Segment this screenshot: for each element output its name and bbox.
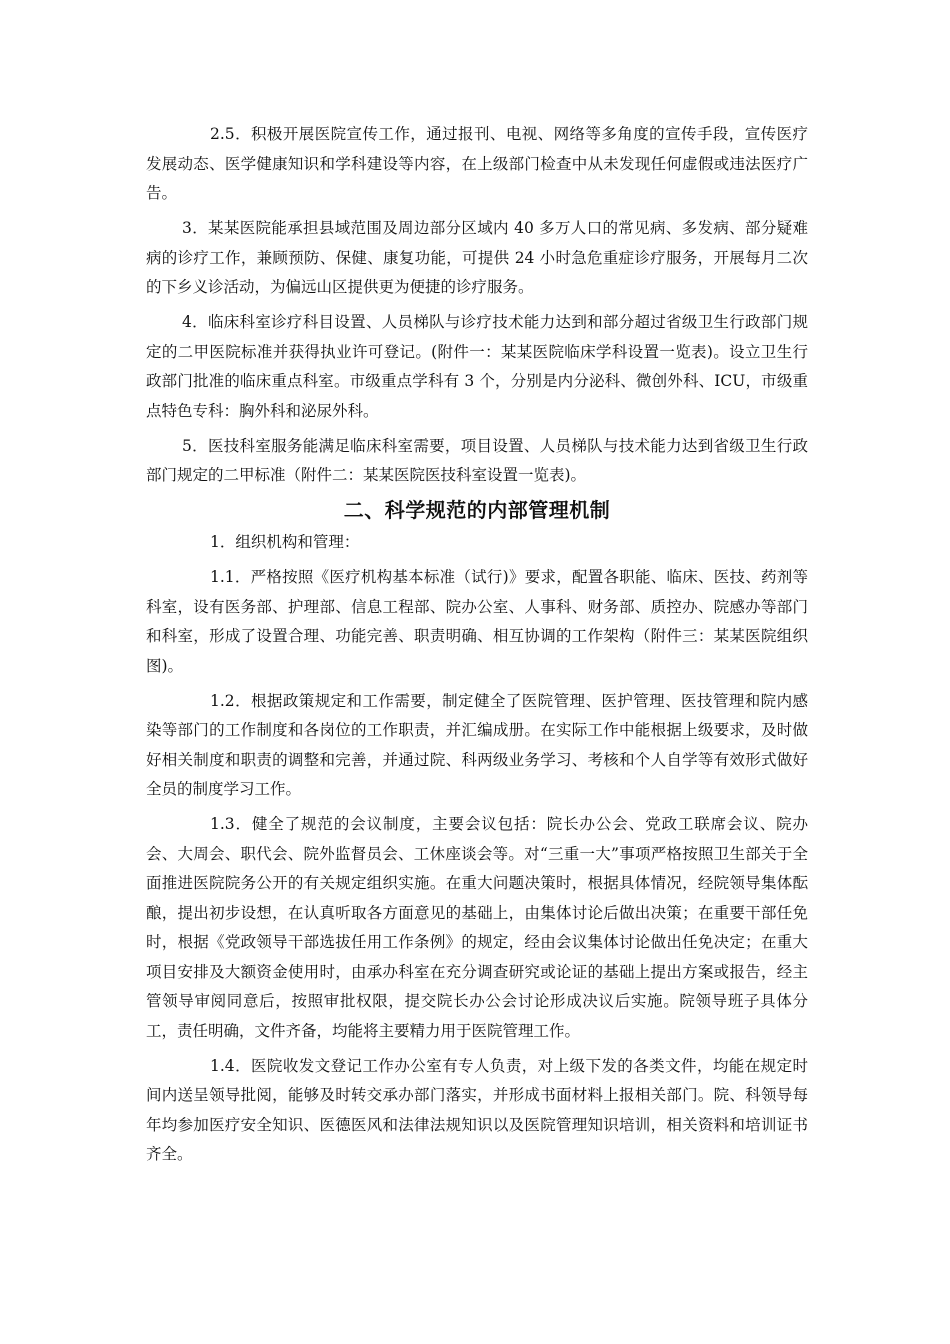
document-page	[146, 120, 808, 1175]
paragraph-4: 4．临床科室诊疗科目设置、人员梯队与诊疗技术能力达到和部分超过省级卫生行政部门规定的二甲医院标准并获得执业许可登记。(附件一：某某医院临床学科设置一览表)。设立卫生行政部门批准的临床重点科室。市级重点学科有 3 个，分别是内分泌科、微创外科、ICU，市级重点特色专科：胸外科和泌尿外科。	[146, 313, 808, 420]
paragraph-1-3: 1.3．健全了规范的会议制度，主要会议包括：院长办公会、党政工联席会议、院办会、大周会、职代会、院外监督员会、工休座谈会等。对“三重一大”事项严格按照卫生部关于全面推进医院院务公开的有关规定组织实施。在重大问题决策时，根据具体情况，经院领导集体酝酿，提出初步设想，在认真听取各方面意见的基础上，由集体讨论后做出决策；在重要干部任免时，根据《党政领导干部选拔任用工作条例》的规定，经由会议集体讨论做出任免决定；在重大项目安排及大额资金使用时，由承办科室在充分调查研究或论证的基础上提出方案或报告，经主管领导审阅同意后，按照审批权限，提交院长办公会讨论形成决议后实施。院领导班子具体分工，责任明确，文件齐备，均能将主要精力用于医院管理工作。	[146, 815, 808, 1040]
paragraph-1-4: 1.4．医院收发文登记工作办公室有专人负责，对上级下发的各类文件，均能在规定时间内送呈领导批阅，能够及时转交承办部门落实，并形成书面材料上报相关部门。院、科领导每年均参加医疗安全知识、医德医风和法律法规知识以及医院管理知识培训，相关资料和培训证书齐全。	[146, 1056, 808, 1163]
paragraph-5: 5．医技科室服务能满足临床科室需要，项目设置、人员梯队与技术能力达到省级卫生行政部门规定的二甲标准（附件二：某某医院医技科室设置一览表)。	[146, 436, 808, 484]
paragraph-3: 3．某某医院能承担县域范围及周边部分区域内 40 多万人口的常见病、多发病、部分疑难病的诊疗工作，兼顾预防、保健、康复功能，可提供 24 小时急危重症诊疗服务，开展每月二次的下乡义诊活动，为偏远山区提供更为便捷的诊疗服务。	[146, 219, 808, 296]
paragraph-1-1: 1.1．严格按照《医疗机构基本标准（试行)》要求，配置各职能、临床、医技、药剂等科室，设有医务部、护理部、信息工程部、院办公室、人事科、财务部、质控办、院感办等部门和科室，形成了设置合理、功能完善、职责明确、相互协调的工作架构（附件三：某某医院组织图)。	[146, 568, 808, 675]
paragraph-2-5: 2.5．积极开展医院宣传工作，通过报刊、电视、网络等多角度的宣传手段，宣传医疗发展动态、医学健康知识和学科建设等内容，在上级部门检查中从未发现任何虚假或违法医疗广告。	[146, 125, 808, 202]
section-heading: 二、科学规范的内部管理机制	[343, 498, 611, 522]
paragraph-1-2: 1.2．根据政策规定和工作需要，制定健全了医院管理、医护管理、医技管理和院内感染等部门的工作制度和各岗位的工作职责，并汇编成册。在实际工作中能根据上级要求，及时做好相关制度和职责的调整和完善，并通过院、科两级业务学习、考核和个人自学等有效形式做好全员的制度学习工作。	[146, 691, 808, 798]
paragraph-1-org: 1．组织机构和管理：	[210, 533, 360, 551]
